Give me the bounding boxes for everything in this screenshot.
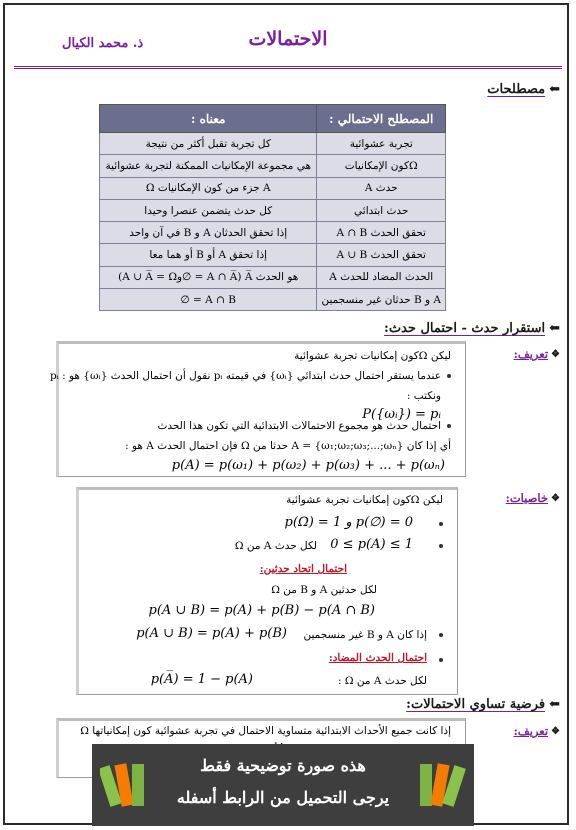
meaning-cell: إذا تحقق A أو B أو هما معا bbox=[100, 244, 317, 266]
terms-table-row bbox=[100, 244, 446, 266]
terms-table-row bbox=[100, 133, 446, 155]
term-cell: حدث A bbox=[317, 177, 446, 199]
watermark-line-2: يرجى التحميل من الرابط أسفله bbox=[176, 788, 390, 807]
meaning-cell: A جزء من كون الإمكانيات Ω bbox=[100, 177, 317, 199]
arrow-icon: ⬅ bbox=[549, 321, 560, 336]
section-equiprob-heading: ⬅ فرضية تساوي الاحتمالات: bbox=[406, 697, 560, 712]
books-icon bbox=[414, 758, 466, 810]
page-header bbox=[14, 22, 562, 62]
terms-table-row bbox=[100, 199, 446, 221]
diamond-bullet-icon: ❖ bbox=[551, 348, 560, 360]
definition-intro: ليكن Ωكون إمكانيات تجربة عشوائية bbox=[294, 350, 451, 362]
meaning-cell: A ∩ B = ∅ bbox=[100, 289, 317, 311]
preview-watermark-banner bbox=[92, 744, 474, 826]
union-intro: لكل حدثين A و B من Ω bbox=[271, 584, 377, 596]
meaning-cell: إذا تحقق الحدثان A و B في آن واحد bbox=[100, 222, 317, 244]
terms-header-meaning: معناه : bbox=[100, 105, 317, 133]
equation-bounds: 0 ≤ p(A) ≤ 1 bbox=[330, 537, 413, 552]
term-cell: A و B حدثان غير منسجمين bbox=[317, 289, 446, 311]
properties-bounds-text: لكل حدث A من Ω bbox=[234, 540, 317, 552]
page-title: الاحتمالات bbox=[248, 28, 328, 50]
terms-table-row bbox=[100, 155, 446, 177]
watermark-line-1: هذه صورة توضيحية فقط bbox=[200, 756, 366, 775]
definition2-text: إذا كانت جميع الأحداث الابتدائية متساوية الاحتمال في تجربة عشوائية كون إمكانياتها Ω bbox=[80, 725, 451, 737]
equation-omega-empty: p(Ω) = 1 و p(∅) = 0 bbox=[284, 515, 413, 530]
diamond-bullet-icon: ❖ bbox=[551, 492, 560, 504]
author-name: ذ. محمد الكيال bbox=[62, 36, 144, 51]
definition2-label: ❖ تعريف: bbox=[513, 724, 560, 738]
definition-paragraph-3: أي إذا كان A = {ω₁;ω₂;ω₃;...;ωₙ} حدثا من Ω فإن احتمال الحدث A هو : bbox=[125, 440, 451, 452]
equation-pa-sum: p(A) = p(ω₁) + p(ω₂) + p(ω₃) + ... + p(ωₙ) bbox=[171, 458, 445, 473]
properties-bullet-4 bbox=[433, 654, 443, 666]
terms-header-term: المصطلح الاحتمالي : bbox=[317, 105, 446, 133]
terms-table-row bbox=[100, 266, 446, 288]
properties-bullet-3 bbox=[433, 629, 443, 641]
equation-union-disjoint: p(A ∪ B) = p(A) + p(B) bbox=[136, 626, 287, 641]
properties-intro: ليكن Ωكون إمكانيات تجربة عشوائية bbox=[286, 494, 443, 506]
equation-union-general: p(A ∪ B) = p(A) + p(B) − p(A ∩ B) bbox=[148, 603, 375, 618]
section-terms-heading: ⬅ مصطلحات bbox=[487, 82, 560, 97]
term-cell: حدث ابتدائي bbox=[317, 199, 446, 221]
term-cell: تحقق الحدث A ∩ B bbox=[317, 222, 446, 244]
terms-table-row bbox=[100, 289, 446, 311]
arrow-icon: ⬅ bbox=[549, 82, 560, 97]
terms-table bbox=[99, 104, 446, 311]
properties-bullet-2 bbox=[433, 540, 443, 552]
meaning-cell: هي مجموعة الإمكانيات الممكنة لتجربة عشوائية bbox=[100, 155, 317, 177]
meaning-cell: كل حدث يتضمن عنصرا وحيدا bbox=[100, 199, 317, 221]
union-title: احتمال اتحاد حدثين: bbox=[259, 563, 347, 575]
section-stability-heading: ⬅ استقرار حدث - احتمال حدث: bbox=[384, 321, 560, 336]
properties-box bbox=[76, 487, 458, 695]
complement-text: لكل حدث A من Ω : bbox=[337, 675, 427, 687]
definition-label: ❖ تعريف: bbox=[513, 347, 560, 361]
properties-bullet-1 bbox=[433, 518, 443, 530]
meaning-cell: كل تجربة تقبل أكثر من نتيجة bbox=[100, 133, 317, 155]
complement-title: احتمال الحدث المضاد: bbox=[328, 652, 427, 664]
equation-complement: p(A̅) = 1 − p(A) bbox=[150, 672, 253, 687]
definition-paragraph-1: عندما يستقر احتمال حدث ابتدائي {ωᵢ} في قيمته pᵢ نقول أن احتمال الحدث {ωᵢ} هو : pᵢ bbox=[73, 370, 451, 382]
equation-pwi: P({ωᵢ}) = pᵢ bbox=[362, 407, 441, 422]
terms-table-row bbox=[100, 222, 446, 244]
term-cell: Ωكون الإمكانيات bbox=[317, 155, 446, 177]
arrow-icon: ⬅ bbox=[549, 697, 560, 712]
term-cell: الحدث المضاد للحدث A bbox=[317, 266, 446, 288]
properties-label: ❖ خاصيات: bbox=[505, 491, 560, 505]
definition-write: ونكتب : bbox=[406, 390, 441, 402]
books-icon bbox=[100, 758, 152, 810]
meaning-cell: هو الحدث A̅ (A ∩ A̅ = ∅وA ∪ A̅ = Ω) bbox=[100, 266, 317, 288]
terms-table-row bbox=[100, 177, 446, 199]
union-disjoint-text: إذا كان A و B غير منسجمين bbox=[303, 629, 427, 641]
diamond-bullet-icon: ❖ bbox=[551, 725, 560, 737]
term-cell: تجربة عشوائية bbox=[317, 133, 446, 155]
definition-paragraph-2: احتمال حدث هو مجموع الاحتمالات الابتدائية التي تكون هذا الحدث bbox=[73, 420, 451, 432]
header-divider bbox=[14, 66, 562, 69]
definition-box bbox=[49, 341, 466, 477]
term-cell: تحقق الحدث A ∪ B bbox=[317, 244, 446, 266]
